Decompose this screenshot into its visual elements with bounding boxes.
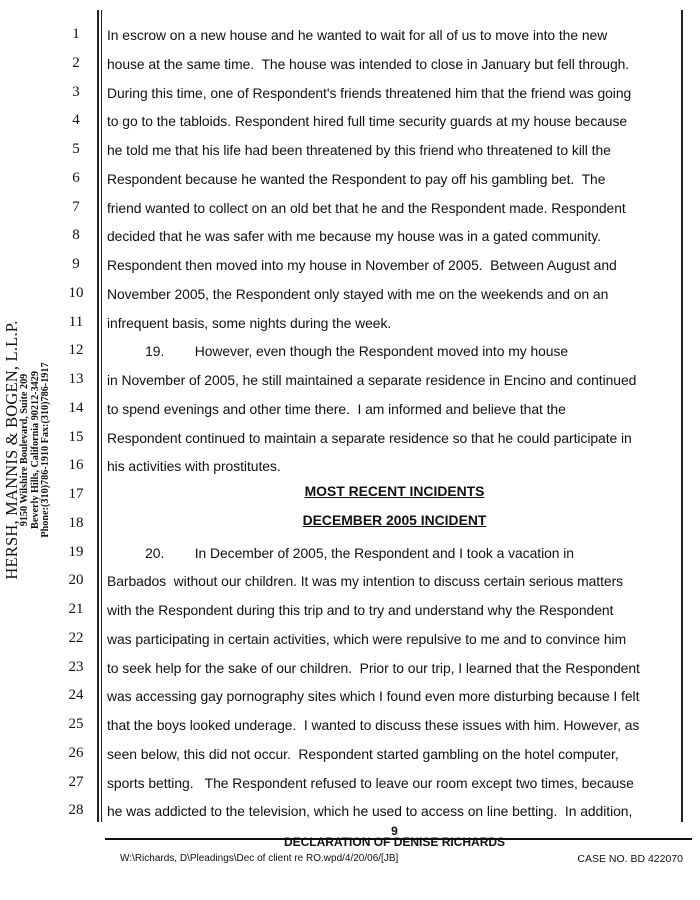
line-number: 8 — [72, 227, 80, 244]
law-firm-block — [3, 305, 63, 595]
text-line: In escrow on a new house and he wanted to wait for all of us to move into the new — [107, 27, 608, 43]
line-number: 6 — [72, 169, 80, 186]
text-line: he told me that his life had been threatened by this friend who threatened to kill the — [107, 142, 611, 158]
line-number: 26 — [68, 744, 84, 761]
heading-december-2005-incident: DECEMBER 2005 INCIDENT — [302, 512, 487, 528]
line-number: 24 — [68, 687, 84, 704]
line-number: 19 — [68, 543, 84, 560]
firm-name: HERSH, MANNIS & BOGEN, L.L.P. — [2, 320, 21, 580]
line-number: 14 — [68, 399, 84, 416]
line-number: 16 — [68, 457, 84, 474]
line-number: 21 — [68, 601, 84, 617]
text-line: 20. In December of 2005, the Respondent and I took a vacation in — [107, 544, 574, 561]
footer-file-path: W:\Richards, D\Pleadings\Dec of client re RO.wpd/4/20/06/[JB] — [120, 853, 399, 864]
text-line: November 2005, the Respondent only stayed with me on the weekends and on an — [107, 285, 609, 302]
line-number: 7 — [72, 198, 80, 215]
text-line: his activities with prostitutes. — [107, 458, 281, 475]
firm-address-street: 9150 Wilshire Boulevard, Suite 209 — [19, 373, 30, 527]
footer-case-number: CASE NO. BD 422070 — [577, 853, 683, 865]
line-number: 11 — [68, 313, 84, 330]
line-number: 13 — [68, 371, 84, 387]
text-line: to spend evenings and other time there. I am informed and believe that the — [107, 400, 566, 417]
line-number: 1 — [72, 26, 80, 42]
line-number: 25 — [68, 716, 84, 732]
line-number: 3 — [72, 83, 80, 100]
text-line: in November of 2005, he still maintained a separate residence in Encino and continued — [107, 372, 637, 388]
line-number: 10 — [68, 284, 84, 301]
footer-document-title: DECLARATION OF DENISE RICHARDS — [283, 835, 506, 849]
text-line: was participating in certain activities, which were repulsive to me and to convince him — [107, 630, 627, 647]
text-line: 19. However, even though the Respondent moved into my house — [107, 343, 569, 360]
line-number: 23 — [68, 658, 84, 675]
line-number: 5 — [72, 141, 80, 157]
line-number: 20 — [68, 572, 84, 589]
line-number: 15 — [68, 428, 84, 445]
text-line: Respondent because he wanted the Respondent to pay off his gambling bet. The — [107, 170, 606, 187]
left-margin-rule-inner — [101, 10, 103, 822]
line-number: 22 — [68, 629, 84, 646]
left-margin-rule-outer — [97, 10, 99, 822]
line-number: 4 — [72, 112, 80, 129]
line-number: 2 — [72, 54, 80, 71]
text-line: friend wanted to collect on an old bet that he and the Respondent made. Respondent — [107, 199, 626, 216]
line-number: 27 — [68, 773, 84, 790]
line-number: 28 — [68, 802, 84, 819]
text-line: with the Respondent during this trip and to try and understand why the Respondent — [107, 602, 614, 618]
text-line: sports betting. The Respondent refused to leave our room except two times, because — [107, 774, 634, 791]
firm-phone-fax: Phone:(310)786-1910 Fax:(310)786-1917 — [40, 362, 51, 538]
text-line: that the boys looked underage. I wanted to discuss these issues with him. However, as — [107, 717, 640, 733]
heading-most-recent-incidents: MOST RECENT INCIDENTS — [304, 483, 485, 499]
line-number: 18 — [68, 514, 84, 531]
text-line: infrequent basis, some nights during the week. — [107, 314, 392, 331]
text-line: seen below, this did not occur. Respondent started gambling on the hotel computer, — [107, 745, 619, 762]
text-line: decided that he was safer with me because my house was in a gated community. — [107, 228, 601, 245]
text-line: During this time, one of Respondent's friends threatened him that the friend was going — [107, 84, 632, 101]
text-line: he was addicted to the television, which he used to access on line betting. In addition, — [107, 803, 633, 820]
text-line: Respondent continued to maintain a separate residence so that he could participate in — [107, 429, 632, 446]
right-margin-rule — [681, 10, 683, 822]
line-number: 17 — [68, 486, 84, 502]
text-line: Respondent then moved into my house in November of 2005. Between August and — [107, 257, 617, 273]
text-line: was accessing gay pornography sites which I found even more disturbing because I felt — [107, 688, 640, 705]
text-line: to seek help for the sake of our children. Prior to our trip, I learned that the Respondent — [107, 659, 640, 676]
page-number: 9 — [391, 824, 398, 838]
line-number: 12 — [68, 342, 84, 359]
line-number: 9 — [72, 256, 80, 272]
firm-address-city: Beverly Hills, California 90212-3429 — [29, 371, 41, 529]
text-line: to go to the tabloids. Respondent hired full time security guards at my house because — [107, 113, 628, 130]
text-line: house at the same time. The house was intended to close in January but fell through. — [107, 55, 630, 72]
text-line: Barbados without our children. It was my intention to discuss certain serious matters — [107, 573, 624, 590]
